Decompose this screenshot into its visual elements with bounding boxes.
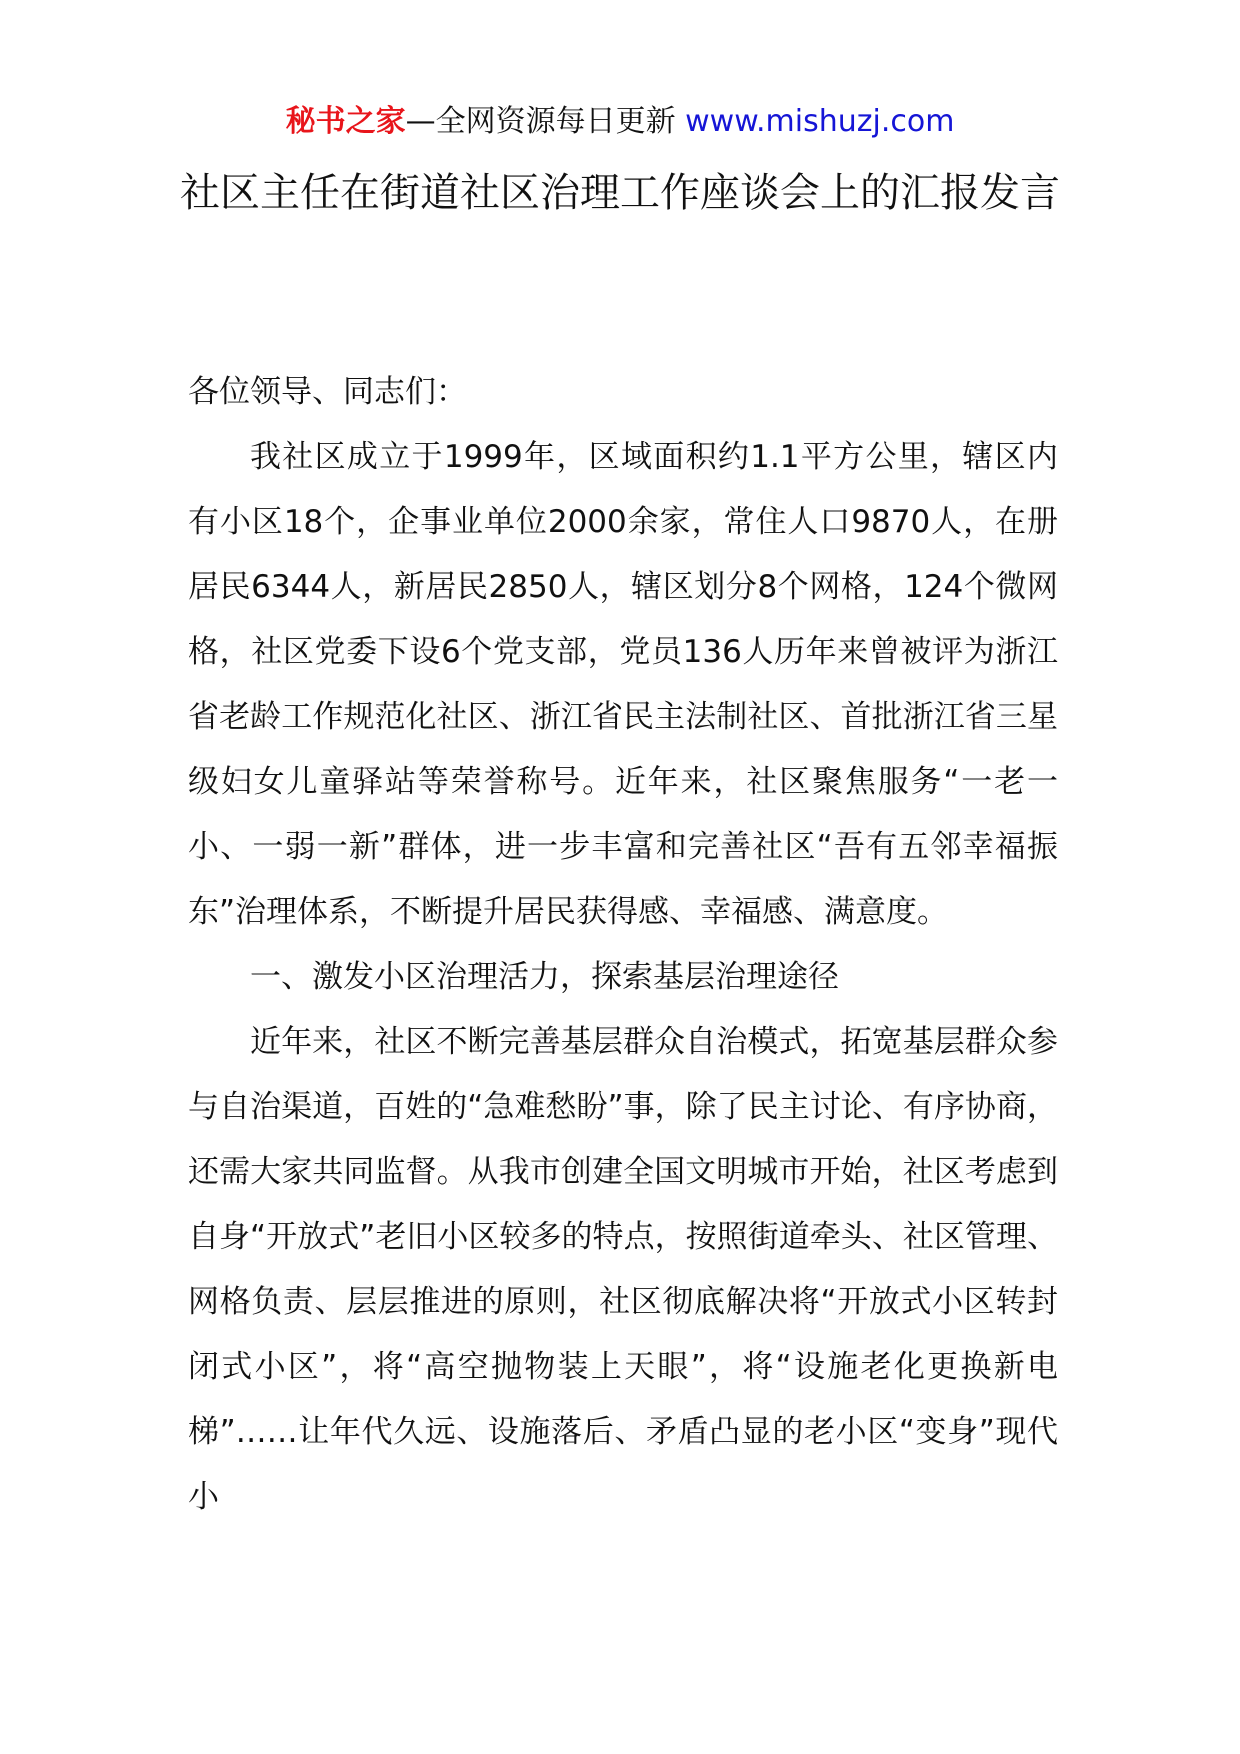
brand-name: 秘书之家 <box>285 104 406 139</box>
source-header <box>0 100 1240 144</box>
body-paragraph-intro: 我社区成立于1999年，区域面积约1.1平方公里，辖区内有小区18个，企事业单位2000余家，常住人口9870人，在册居民6344人，新居民2850人，辖区划分8个网格，124个微网格，社区党委下设6个党支部，党员136人历年来曾被评为浙江省老龄工作规范化社区、浙江省民主法制社区、首批浙江省三星级妇女儿童驿站等荣誉称号。近年来，社区聚焦服务“一老一小、一弱一新”群体，进一步丰富和完善社区“吾有五邻幸福振东”治理体系，不断提升居民获得感、幸福感、满意度。 <box>188 439 1058 930</box>
body-paragraph-section-1: 近年来，社区不断完善基层群众自治模式，拓宽基层群众参与自治渠道，百姓的“急难愁盼”事，除了民主讨论、有序协商，还需大家共同监督。从我市创建全国文明城市开始，社区考虑到自身“开放式”老旧小区较多的特点，按照街道牵头、社区管理、网格负责、层层推进的原则，社区彻底解决将“开放式小区转封闭式小区”，将“高空抛物装上天眼”，将“设施老化更换新电梯”……让年代久远、设施落后、矛盾凸显的老小区“变身”现代小 <box>188 1024 1058 1515</box>
document-body <box>188 360 1058 1530</box>
section-heading-1: 一、激发小区治理活力，探索基层治理途径 <box>250 959 839 995</box>
header-tagline: —全网资源每日更新 <box>405 104 686 139</box>
document-title: 社区主任在街道社区治理工作座谈会上的汇报发言 <box>180 170 1060 216</box>
salutation: 各位领导、同志们： <box>188 374 467 410</box>
site-url-link[interactable]: www.mishuzj.com <box>685 104 955 139</box>
